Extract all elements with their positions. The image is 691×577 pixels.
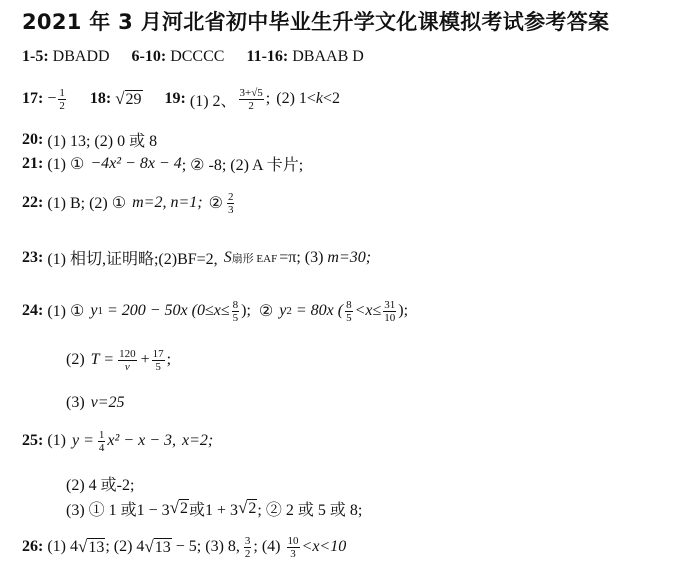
q22-fraction	[227, 191, 235, 216]
q25-label: 25:	[22, 432, 44, 449]
q25-sqrt-1: √ 2	[169, 498, 189, 517]
q25-x: x=2;	[181, 432, 214, 449]
q26-part3: − 5; (3) 8,	[171, 538, 240, 555]
q18-sqrt: √ 29	[115, 89, 142, 108]
answer-row-23	[22, 246, 371, 269]
q25-part3b: 或1 + 3	[189, 501, 239, 519]
q25-part2: (2) 4 或-2;	[66, 477, 135, 494]
q24-f5-denominator: 5	[155, 360, 161, 373]
q19-label: 19:	[164, 90, 186, 107]
q24-fraction-1	[232, 299, 240, 324]
q26-f2-denominator: 3	[290, 547, 296, 560]
q25-denominator: 4	[98, 441, 105, 454]
q17-numerator: 1	[59, 86, 65, 99]
q24-fraction-5	[152, 348, 165, 373]
q17-sign: −	[47, 90, 57, 107]
q25-radicand-1: 2	[180, 500, 189, 517]
q20-label: 20:	[22, 130, 44, 148]
q24-fraction-3	[383, 299, 396, 324]
q23-label: 23:	[22, 248, 44, 266]
q22-n: n=1;	[170, 194, 203, 211]
q24-y1: y	[90, 302, 98, 319]
q24-f4-denominator: v	[124, 360, 130, 373]
answer-row-26	[22, 532, 346, 562]
q22-circle-2: ②	[208, 195, 223, 212]
q24-f5-numerator: 17	[152, 347, 164, 360]
q18-label: 18:	[89, 90, 112, 107]
page-title: 2021 年 3 月河北省初中毕业生升学文化课模拟考试参考答案	[22, 10, 610, 34]
q25-y: y =	[71, 432, 94, 449]
answer-row-24-3	[66, 394, 125, 412]
q24-f2-denominator: 5	[346, 311, 352, 324]
q26-part2: ; (2) 4	[105, 538, 145, 555]
q6-10-label: 6-10:	[131, 48, 167, 65]
q24-f1-denominator: 5	[232, 311, 239, 324]
q24-f1-numerator: 8	[232, 298, 239, 311]
q24-f3-numerator: 31	[384, 298, 396, 311]
q22-label: 22:	[22, 194, 44, 211]
q19-denominator: 2	[248, 99, 254, 112]
q25-fraction	[98, 429, 106, 454]
q22-m: m=2,	[132, 194, 167, 211]
q19-numerator: 3+√5	[239, 86, 263, 99]
q25-part1: (1)	[47, 432, 66, 449]
q26-part4: ; (4)	[253, 538, 281, 555]
q24-t: T =	[90, 351, 115, 368]
q6-10-answer: DCCCC	[170, 48, 225, 65]
q24-circle-2: ②	[258, 303, 274, 320]
q11-16-answer: DBAAB D	[292, 48, 364, 65]
q21-label: 21:	[22, 154, 44, 172]
q26-fraction-1	[244, 535, 252, 560]
q19-variable: k	[315, 90, 324, 107]
answer-row-24-2	[66, 344, 171, 376]
q24-plus: +	[140, 351, 150, 368]
q19-part1: (1) 2、	[189, 92, 237, 110]
q23-subscript: 扇形 EAF	[231, 252, 278, 265]
q24-part1: (1) ①	[47, 303, 85, 320]
answer-row-25-1	[22, 426, 213, 456]
q26-part5: <x<10	[301, 538, 347, 555]
q24-part2: (2)	[66, 351, 85, 368]
q19-part2: (2) 1<	[276, 90, 316, 107]
answer-row-24-1	[22, 296, 408, 326]
q24-end2: );	[398, 302, 409, 319]
q25-numerator: 1	[98, 428, 105, 441]
q11-16-label: 11-16:	[246, 48, 289, 65]
q24-y1-subscript: 1	[97, 305, 103, 317]
q20-text: (1) 13; (2) 0 或 8	[47, 133, 158, 150]
answer-row-21	[22, 152, 303, 175]
q24-v: v=25	[90, 394, 125, 411]
answer-row-20	[22, 128, 157, 151]
q25-sqrt-2: √ 2	[238, 498, 257, 517]
q26-sqrt-2: √ 13	[144, 537, 171, 556]
q24-fraction-4	[118, 348, 137, 373]
q21-expression: −4x² − 8x − 4	[90, 154, 182, 172]
q21-part1: (1) ①	[47, 155, 85, 173]
q22-numerator: 2	[227, 190, 234, 203]
q22-denominator: 3	[227, 203, 234, 216]
answer-row-25-3	[66, 496, 362, 520]
q26-label: 26:	[22, 538, 44, 555]
q26-part1: (1) 4	[47, 538, 78, 555]
q23-part1: (1) 相切,证明略;(2)BF=2,	[47, 251, 218, 268]
q1-5-answer: DBADD	[52, 48, 110, 65]
q19-fraction	[239, 87, 264, 112]
q26-sqrt-1: √ 13	[77, 537, 105, 556]
q24-f3-denominator: 10	[384, 311, 396, 324]
q23-m: m=30;	[327, 248, 372, 266]
q26-radicand-2: 13	[154, 539, 171, 556]
q26-f2-numerator: 10	[287, 534, 299, 547]
q26-f1-numerator: 3	[244, 534, 251, 547]
q19-separator: ;	[265, 90, 271, 107]
q18-radicand: 29	[125, 91, 142, 108]
q24-f4-numerator: 120	[119, 347, 136, 360]
q24-label: 24:	[22, 302, 44, 319]
q24-fraction-2	[345, 299, 353, 324]
q25-rest: x² − x − 3,	[107, 432, 176, 449]
q23-s: S	[223, 248, 232, 266]
q23-part2: =π; (3)	[279, 248, 324, 266]
q26-f1-denominator: 2	[244, 547, 251, 560]
q1-5-label: 1-5:	[22, 48, 49, 65]
q24-part3: (3)	[66, 394, 85, 411]
answer-row-17-19	[22, 84, 340, 114]
answer-row-25-2	[66, 472, 134, 495]
answer-row-22	[22, 188, 236, 218]
q26-radicand-1: 13	[88, 539, 105, 556]
q17-denominator: 2	[59, 99, 65, 112]
q24-eq2: = 80x (	[295, 302, 344, 319]
q19-part2b: <2	[323, 90, 341, 107]
q24-mid2: <x≤	[354, 302, 382, 319]
q24-y2-subscript: 2	[286, 305, 292, 317]
q24-end1: );	[241, 302, 251, 319]
answer-row-choice	[22, 48, 364, 66]
q22-part1: (1) B; (2) ①	[47, 195, 127, 212]
q25-radicand-2: 2	[248, 500, 257, 517]
q25-part3a: (3) ① 1 或1 − 3	[66, 501, 170, 519]
q21-part2: ; ② -8; (2) A 卡片;	[181, 157, 304, 174]
q25-part3c: ; ② 2 或 5 或 8;	[257, 501, 363, 519]
q24-y2: y	[279, 302, 287, 319]
q24-f2-numerator: 8	[346, 298, 352, 311]
q24-eq1: = 200 − 50x (0≤x≤	[106, 302, 230, 319]
q17-fraction	[58, 87, 66, 112]
q26-fraction-2	[287, 535, 300, 560]
q17-label: 17:	[22, 90, 44, 107]
q24-end3: ;	[166, 351, 172, 368]
